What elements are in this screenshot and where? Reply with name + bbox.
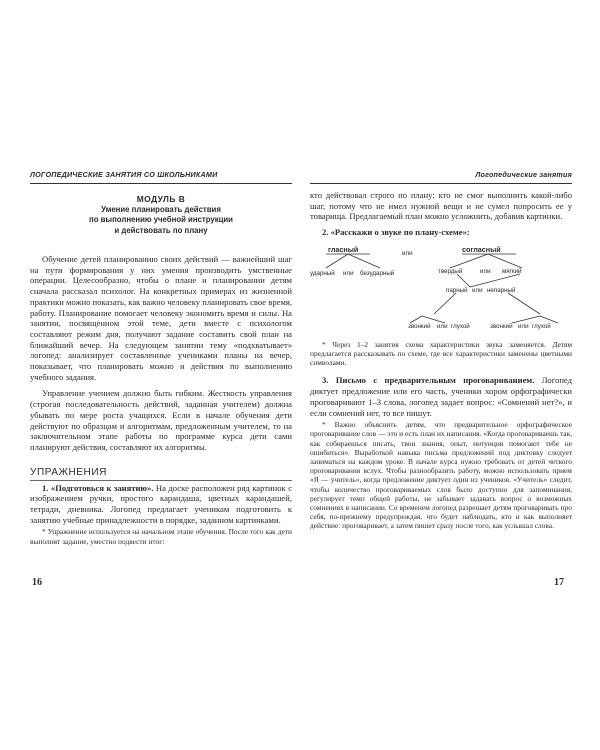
scheme-vowel: гласный: [328, 244, 359, 254]
paragraph-planning: Обучение детей планированию своих действий — важнейший шаг на пути формирования у них умения производить умственные операции. Целесообразно, чтобы о плане и планировании детям сначала рассказал психолог. На конкретных примерах из жизненной практики можно показать, как важно человеку планировать свое время, работу. Планирование помогает человеку экономить время и силы. На занятии, посвященном этой теме, дети вместе с психологом составляют режим дня, получают задание составить свой план на ближайший вечер. На следующем занятии тему «подхватывает» логопед: анализирует составленные учениками планы на вечер, показывает, что планировать можно и действия по выполнению учебного задания.: [30, 254, 292, 382]
exercise-3-note: * Важно объяснить детям, что предварительное орфографическое проговаривание слов — это и есть план их написания. «Когда проговариваешь так, как собираешься писать, твои знания, опыт, интуиция помогают тебе не ошибиться». Выработкой навыка письма предложений под диктовку следует заниматься на каждом уроке. В начале курса нужно требовать от детей четкого проговаривания вслух. Чтобы разнообразить работу, можно использовать прием «Я — учитель», когда предложение диктует один из учеников. «Учитель» следит, чтобы количество проговариваемых слов было доступно для запоминания, регулирует темп общей работы, не забывает задавать вопрос о возможных сомнениях в написании. Со временем логопед разрешает детям проговаривать про себя, по-прежнему предупреждая, что будет наблюдать, кто и как выполняет действие: проговаривает, а затем пишет сразу после того, как услышал слова.: [310, 420, 572, 531]
exercise-1-note: * Упражнение используется на начальном этапе обучения. После того как дети выполнят задание, уместно подвести итог:: [30, 527, 292, 546]
running-head-right: Логопедические занятия: [475, 170, 572, 179]
module-subtitle-line-2: по выполнению учебной инструкции: [89, 215, 233, 224]
scheme-voiceless: глухой: [532, 322, 551, 330]
header-rule: [30, 183, 292, 184]
scheme-unpaired: непарный: [487, 286, 516, 294]
exercise-1: [30, 483, 292, 526]
exercise-1-text: На доске расположен ряд картинок с изображением ручки, простого карандаша, цветных карандашей, тетради, дневника. Логопед предлагает ученикам подготовить к занятию учебные принадлежности в порядке, заданном картинками.: [30, 482, 293, 525]
scheme-voiced: звонкий: [490, 322, 513, 330]
module-heading: [30, 194, 292, 236]
scheme-or: или: [343, 269, 354, 277]
scheme-paired: парный: [446, 286, 468, 294]
scheme-soft: мягкий: [502, 267, 522, 275]
left-page: [30, 170, 292, 600]
sound-scheme-diagram: [310, 244, 572, 330]
scheme-lines: [310, 244, 572, 330]
scheme-or: или: [472, 286, 483, 294]
scheme-unstressed: безударный: [360, 269, 395, 277]
scheme-stressed: ударный: [310, 269, 335, 277]
module-subtitle-line-1: Умение планировать действия: [101, 204, 221, 214]
module-title: МОДУЛЬ В: [136, 194, 186, 204]
page-number-left: 16: [32, 577, 42, 588]
exercise-2-note: * Через 1–2 занятия схема характеристики звука заменяется. Детям предлагается рассказывать по схеме, где все характеристики заменены цветными символами.: [310, 339, 572, 368]
exercise-3: [310, 375, 572, 418]
exercise-3-title: 3. Письмо с предварительным проговариванием.: [322, 375, 535, 386]
scheme-voiceless: глухой: [451, 322, 470, 330]
scheme-or: или: [480, 267, 491, 275]
section-title-exercises: УПРАЖНЕНИЯ: [30, 467, 292, 481]
scheme-or: или: [437, 322, 448, 330]
running-head-left: ЛОГОПЕДИЧЕСКИЕ ЗАНЯТИЯ СО ШКОЛЬНИКАМИ: [30, 170, 218, 179]
paragraph-management: Управление учением должно быть гибким. Жесткость управления (строгая последовательность действий, заданная учителем) должна убывать по мере роста учащихся. Если в начале обучения дети действуют по образцам и алгоритмам, предложенным учителем, то на заключительном этапе работы по программе курса дети сами планируют действия, составляют их алгоритмы.: [30, 388, 292, 452]
scheme-or: или: [518, 322, 529, 330]
exercise-2-title: 2. «Расскажи о звуке по плану-схеме»:: [322, 227, 470, 238]
continuation-text: кто действовал строго по плану; кто не смог выполнить какой-либо шаг, потому что не имел нужной вещи и не сумел попросить ее у товарища. Предлагаемый план можно усложнить, добавив картинки.: [310, 190, 572, 222]
scheme-consonant: согласный: [462, 244, 501, 254]
header-rule: [310, 183, 572, 184]
right-page: [310, 170, 572, 600]
page-number-right: 17: [554, 577, 564, 588]
scheme-voiced: звонкий: [408, 322, 431, 330]
scheme-hard: твердый: [438, 267, 463, 275]
module-subtitle-line-3: и действовать по плану: [114, 225, 208, 235]
exercise-1-title: 1. «Подготовься к занятию».: [42, 482, 154, 493]
exercise-3-text: Логопед диктует предложение или его часть, ученики хором орфографически проговаривают 1–3 слова, логопед задает вопрос: «Сомнений нет?», и если сомнений нет, то все пишут.: [310, 375, 573, 418]
scheme-or: или: [402, 249, 413, 257]
